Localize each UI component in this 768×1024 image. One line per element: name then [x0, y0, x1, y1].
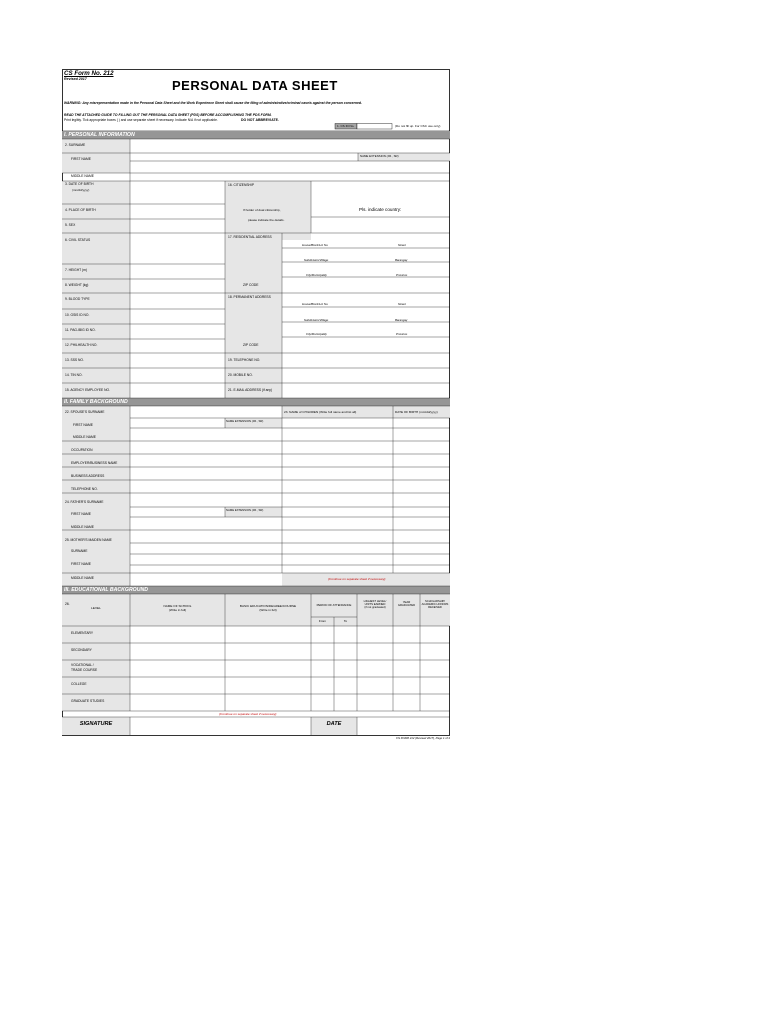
level-trade-course: TRADE COURSE [71, 667, 98, 672]
label-philhealth: 12. PHILHEALTH NO. [65, 343, 98, 347]
label-sex: 5. SEX [65, 223, 76, 227]
label-spouse-name-ext: NAME EXTENSION (JR., SR) [226, 418, 264, 423]
level-vocational: VOCATIONAL / [71, 662, 94, 667]
perm-street: Street [398, 302, 406, 306]
page-title: PERSONAL DATA SHEET [172, 77, 338, 93]
date-label: DATE [326, 721, 342, 727]
label-height: 7. HEIGHT (m) [65, 268, 87, 272]
header-year-graduated: YEAR GRADUATED [397, 600, 416, 608]
res-subdivision: Subdivision/Village [304, 257, 329, 262]
dual-citizenship-note-1: If holder of dual citizenship, [243, 207, 281, 212]
label-children-dob: DATE OF BIRTH (mm/dd/yyyy) [395, 409, 438, 414]
label-mother-maiden: 25. MOTHER'S MAIDEN NAME [65, 537, 112, 542]
res-street: Street [398, 242, 406, 247]
res-city: City/Municipality [306, 273, 327, 277]
label-blood-type: 9. BLOOD TYPE [65, 297, 90, 301]
label-education-number: 26. [65, 602, 70, 606]
label-email: 21. E-MAIL ADDRESS (if any) [228, 388, 273, 392]
course-write-full: (Write in full) [259, 607, 277, 612]
header-school-name [130, 605, 225, 612]
label-pagibig: 11. PAG-IBIG ID NO. [65, 328, 96, 332]
header-from: From [318, 618, 327, 623]
label-first-name: FIRST NAME [71, 157, 91, 161]
no-abbreviate-note: DO NOT ABBREVIATE. [241, 118, 279, 122]
label-gsis: 10. GSIS ID NO. [65, 313, 90, 317]
personal-data-sheet-form [62, 69, 450, 739]
label-father-middle-name: MIDDLE NAME [71, 524, 94, 529]
school-name-label: NAME OF SCHOOL [163, 604, 192, 608]
header-course [225, 605, 311, 612]
page-footer-note: CS FORM 212 (Revised 2017), Page 1 of 4 [396, 735, 450, 740]
course-label: BASIC EDUCATION/DEGREE/COURSE [239, 604, 297, 608]
label-father-surname: 24. FATHER'S SURNAME [65, 499, 104, 504]
label-middle-name: MIDDLE NAME [71, 174, 94, 178]
res-barangay: Barangay [395, 257, 408, 262]
label-spouse-surname: 22. SPOUSE'S SURNAME [65, 409, 105, 414]
label-mother-surname: SURNAME [71, 549, 88, 553]
section-educational-background: III. EDUCATIONAL BACKGROUND [64, 586, 148, 593]
level-elementary: ELEMENTARY [71, 631, 94, 635]
level-college: COLLEGE [71, 682, 87, 686]
header-highest-level [358, 600, 392, 610]
education-continue-note: (Continue on separate sheet if necessary) [219, 711, 277, 716]
label-surname: 2. SURNAME [65, 143, 86, 147]
label-date-of-birth: 3. DATE OF BIRTH [65, 182, 94, 186]
read-guide-note: READ THE ATTACHED GUIDE TO FILLING OUT THE PERSONAL DATA SHEET (PDS) BEFORE ACCOMPLISHING THE PDS FORM. [64, 112, 272, 117]
label-children: 23. NAME of CHILDREN (Write full name and list all) [284, 409, 357, 414]
highest-line-3: (if not graduated) [364, 605, 386, 610]
perm-zip-code: ZIP CODE [243, 343, 259, 347]
label-employer: EMPLOYER/BUSINESS NAME [71, 461, 118, 465]
label-dob-format: (mm/dd/yyyy) [72, 187, 90, 192]
perm-province: Province [396, 332, 408, 336]
header-to: To [343, 618, 348, 623]
level-graduate-studies: GRADUATE STUDIES [71, 699, 105, 703]
label-father-name-ext: NAME EXTENSION (JR., SR) [226, 508, 264, 512]
label-residential-address: 17. RESIDENTIAL ADDRESS [228, 235, 272, 239]
label-business-address: BUSINESS ADDRESS [71, 474, 105, 478]
label-sss: 13. SSS NO. [65, 358, 84, 362]
label-name-extension: NAME EXTENSION (JR., SR) [360, 154, 399, 158]
label-citizenship: 16. CITIZENSHIP [228, 183, 255, 187]
form-revision: Revised 2017 [64, 77, 87, 81]
label-occupation: OCCUPATION [71, 448, 93, 452]
label-spouse-first-name: FIRST NAME [73, 423, 93, 427]
dual-citizenship-note-2: please indicate the details. [248, 217, 285, 222]
res-zip-code: ZIP CODE [243, 283, 259, 287]
header-level: LEVEL [91, 606, 101, 610]
header-honors: SCHOLARSHIP/ ACADEMIC HONORS RECEIVED [421, 600, 449, 610]
res-house-block: House/Block/Lot No. [302, 242, 329, 247]
label-weight: 8. WEIGHT (kg) [65, 283, 89, 287]
section-family-background: II. FAMILY BACKGROUND [64, 398, 128, 405]
level-secondary: SECONDARY [71, 648, 92, 652]
label-place-of-birth: 4. PLACE OF BIRTH [65, 208, 96, 212]
label-mobile: 20. MOBILE NO. [228, 373, 253, 377]
cs-id-label: 1. CS ID No. [337, 123, 355, 128]
print-legibly-note: Print legibly. Tick appropriate boxes ( ) and use separate sheet if necessary. Indicate N/A if not applicable. [64, 118, 218, 122]
section-personal-info: I. PERSONAL INFORMATION [64, 131, 135, 138]
signature-label: SIGNATURE [79, 721, 113, 727]
cs-id-note: (Do not fill up. For CSC use only) [395, 123, 441, 128]
label-permanent-address: 18. PERMANENT ADDRESS [228, 294, 271, 299]
family-continue-note: (Continue on separate sheet if necessary) [328, 576, 386, 581]
label-spouse-telephone: TELEPHONE NO. [71, 487, 98, 491]
res-province: Province [396, 273, 408, 277]
highest-line-2: UNITS EARNED [364, 602, 386, 607]
label-father-first-name: FIRST NAME [71, 512, 91, 516]
label-civil-status: 6. CIVIL STATUS [65, 238, 91, 242]
label-mother-first-name: FIRST NAME [71, 562, 91, 566]
label-mother-middle-name: MIDDLE NAME [71, 576, 94, 580]
label-agency-employee-no: 15. AGENCY EMPLOYEE NO. [65, 388, 111, 392]
perm-city: City/Municipality [306, 332, 327, 336]
label-telephone: 19. TELEPHONE NO. [228, 358, 261, 362]
label-spouse-middle-name: MIDDLE NAME [73, 435, 96, 439]
perm-barangay: Barangay [395, 317, 408, 322]
form-number: CS Form No. 212 [64, 69, 114, 77]
label-indicate-country: Pls. indicate country: [359, 207, 402, 212]
warning-text: WARNING: Any misrepresentation made in the Personal Data Sheet and the Work Experience Sheet shall cause the filing of administrative/criminal case/s against the person concerned. [64, 101, 362, 105]
label-tin: 14. TIN NO. [65, 373, 83, 377]
highest-line-1: HIGHEST LEVEL/ [363, 599, 387, 603]
perm-subdivision: Subdivision/Village [304, 317, 329, 322]
perm-house-block: House/Block/Lot No. [302, 302, 329, 306]
header-period: PERIOD OF ATTENDANCE [316, 603, 352, 607]
school-write-full: (Write in full) [168, 607, 187, 612]
